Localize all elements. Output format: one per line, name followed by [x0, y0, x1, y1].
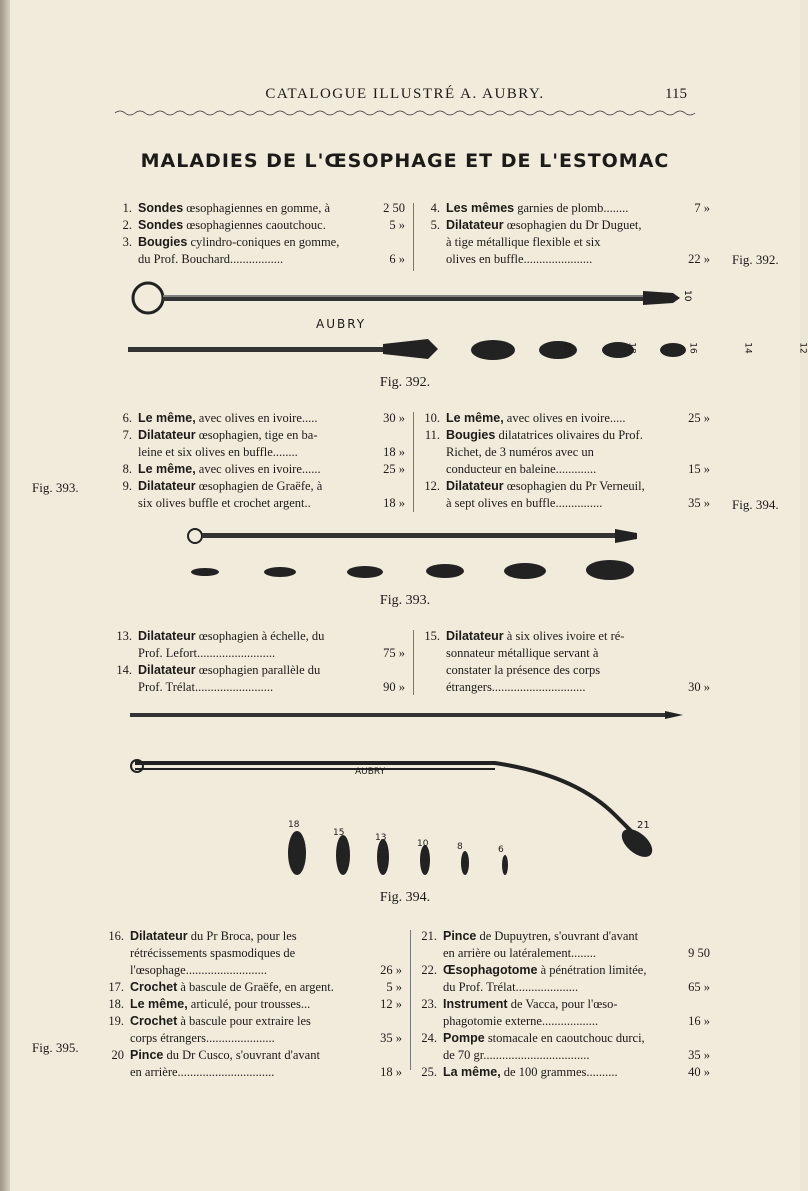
entry-description: étrangers..............................	[446, 680, 586, 694]
entry-price: 90 »	[383, 680, 405, 694]
entry-price: 26 »	[380, 963, 402, 977]
fig-392-size-label: 14	[742, 342, 753, 354]
entry-keyword: Bougies	[138, 235, 188, 249]
catalogue-entry-line	[418, 444, 710, 461]
catalogue-entry-line	[415, 1064, 710, 1081]
catalogue-entry-line	[110, 662, 405, 679]
catalogue-entry-line	[102, 1030, 402, 1047]
entry-price: 35 »	[688, 1048, 710, 1062]
fig-394-illustration	[125, 705, 685, 885]
entry-description: constater la présence des corps	[446, 663, 601, 677]
catalogue-entry-line	[102, 979, 402, 996]
entry-number: 7.	[122, 428, 132, 442]
catalogue-entry-line	[110, 628, 405, 645]
entry-description: du Prof. Trélat....................	[443, 980, 579, 994]
entry-keyword: La même,	[443, 1065, 501, 1079]
entry-keyword: Dilatateur	[138, 663, 196, 677]
fig-394-tip-label: 21	[637, 820, 650, 831]
entry-keyword: Le même,	[138, 462, 196, 476]
fig-392-side-label: Fig. 392.	[732, 252, 779, 267]
catalogue-entry-line	[418, 495, 710, 512]
entry-number: 9.	[122, 479, 132, 493]
fig-392-brand: AUBRY	[316, 317, 367, 331]
catalogue-entry-line	[110, 679, 405, 696]
catalogue-entry-line	[110, 200, 405, 217]
catalogue-entry-line	[110, 495, 405, 512]
catalogue-entry-line	[415, 979, 710, 996]
entry-keyword: Crochet	[130, 980, 178, 994]
entry-description: de 100 grammes..........	[500, 1065, 618, 1079]
entry-number: 23.	[421, 997, 437, 1011]
catalogue-entry-line	[110, 217, 405, 234]
entry-price: 35 »	[380, 1031, 402, 1045]
entry-price: 75 »	[383, 646, 405, 660]
entry-description: du Prof. Bouchard.................	[138, 252, 284, 266]
entry-price: 18 »	[383, 496, 405, 510]
column-brace	[413, 630, 414, 695]
entry-keyword: Crochet	[130, 1014, 178, 1028]
entry-number: 16.	[108, 929, 124, 943]
entry-number: 14.	[116, 663, 132, 677]
entry-keyword: Dilatateur	[130, 929, 188, 943]
catalogue-entry-line	[110, 478, 405, 495]
entry-description: œsophagien de Graëfe, à	[195, 479, 323, 493]
column-brace	[410, 930, 411, 1070]
entry-number: 11.	[424, 428, 440, 442]
entry-description: sonnateur métallique servant à	[446, 646, 599, 660]
entry-price: 2 50	[383, 201, 405, 215]
entry-keyword: Bougies	[446, 428, 496, 442]
catalogue-entry-line	[418, 410, 710, 427]
entry-description: corps étrangers......................	[130, 1031, 275, 1045]
entry-number: 4.	[430, 201, 440, 215]
book-spine	[0, 0, 10, 1191]
entry-number: 24.	[421, 1031, 437, 1045]
entry-number: 21.	[421, 929, 437, 943]
catalogue-entry-line	[418, 427, 710, 444]
entry-description: rétrécissements spasmodiques de	[130, 946, 296, 960]
entry-description: l'œsophage..........................	[130, 963, 267, 977]
running-header: CATALOGUE ILLUSTRÉ A. AUBRY.	[265, 86, 545, 102]
column-brace	[413, 412, 414, 512]
entry-description: dilatatrices olivaires du Prof.	[495, 428, 643, 442]
fig-392-size-label: 20	[561, 342, 572, 354]
entry-description: œsophagien du Dr Duguet,	[503, 218, 642, 232]
fig-395-side-label: Fig. 395.	[32, 1040, 79, 1055]
catalogue-entry-line	[418, 200, 710, 217]
entry-description: en arrière...............................	[130, 1065, 275, 1079]
fig-394-side-label: Fig. 394.	[732, 497, 779, 512]
fig-392-size-label: 10	[682, 290, 692, 302]
entry-description: à bascule de Graëfe, en argent.	[177, 980, 334, 994]
entry-price: 5 »	[389, 218, 405, 232]
entry-description: Prof. Lefort.........................	[138, 646, 276, 660]
catalogue-entry-line	[415, 1047, 710, 1064]
entry-keyword: Sondes	[138, 201, 184, 215]
entry-description: à tige métallique flexible et six	[446, 235, 601, 249]
entry-description: œsophagien, tige en ba-	[195, 428, 318, 442]
fig-394-size-label: 13	[375, 833, 387, 843]
entry-number: 2.	[122, 218, 132, 232]
entry-number: 10.	[424, 411, 440, 425]
entry-price: 40 »	[688, 1065, 710, 1079]
fig-394-size-label: 8	[457, 842, 463, 852]
entry-price: 6 »	[389, 252, 405, 266]
catalogue-entry-line	[102, 1064, 402, 1081]
entry-keyword: Dilatateur	[446, 479, 504, 493]
entry-description: œsophagien à échelle, du	[195, 629, 325, 643]
entry-number: 13.	[116, 629, 132, 643]
fig-394-size-label: 18	[288, 820, 300, 830]
entry-number: 1.	[122, 201, 132, 215]
entry-description: avec olives en ivoire......	[195, 462, 321, 476]
catalogue-entry-line	[418, 217, 710, 234]
catalogue-entry-line	[415, 996, 710, 1013]
entry-keyword: Dilatateur	[446, 629, 504, 643]
catalogue-entry-line	[110, 234, 405, 251]
entry-price: 16 »	[688, 1014, 710, 1028]
catalogue-entry-line	[418, 662, 710, 679]
entry-price: 30 »	[383, 411, 405, 425]
entry-number: 20	[111, 1048, 124, 1062]
entry-price: 7 »	[694, 201, 710, 215]
entry-price: 15 »	[688, 462, 710, 476]
entry-description: à pénétration limitée,	[537, 963, 647, 977]
entry-keyword: Dilatateur	[138, 629, 196, 643]
entry-price: 30 »	[688, 680, 710, 694]
entry-number: 12.	[424, 479, 440, 493]
catalogue-entry-line	[415, 928, 710, 945]
fig-392-size-label: 16	[687, 342, 698, 354]
entry-number: 25.	[421, 1065, 437, 1079]
entry-price: 18 »	[383, 445, 405, 459]
fig-393-illustration	[175, 525, 645, 590]
entry-description: avec olives en ivoire.....	[195, 411, 318, 425]
entry-description: cylindro-coniques en gomme,	[187, 235, 340, 249]
fig-394-brand: AUBRY	[355, 767, 386, 777]
entry-keyword: Œsophagotome	[443, 963, 538, 977]
catalogue-entry-line	[102, 928, 402, 945]
entry-description: stomacale en caoutchouc durci,	[484, 1031, 645, 1045]
entry-keyword: Dilatateur	[446, 218, 504, 232]
entry-number: 5.	[430, 218, 440, 232]
catalogue-entry-line	[110, 461, 405, 478]
entry-price: 22 »	[688, 252, 710, 266]
fig-394-caption: Fig. 394.	[379, 890, 431, 905]
catalogue-entry-line	[102, 962, 402, 979]
entry-description: à six olives ivoire et ré-	[503, 629, 625, 643]
entry-number: 18.	[108, 997, 124, 1011]
entry-description: phagotomie externe..................	[443, 1014, 599, 1028]
entry-number: 6.	[122, 411, 132, 425]
fig-392-size-label: 12	[797, 342, 808, 354]
entry-keyword: Dilatateur	[138, 479, 196, 493]
entry-number: 17.	[108, 980, 124, 994]
catalogue-entry-line	[415, 1030, 710, 1047]
fig-394-size-label: 15	[333, 828, 345, 838]
catalogue-entry-line	[418, 461, 710, 478]
entry-description: à bascule pour extraire les	[177, 1014, 311, 1028]
catalogue-entry-line	[110, 645, 405, 662]
catalogue-entry-line	[110, 410, 405, 427]
entry-description: garnies de plomb........	[514, 201, 629, 215]
fig-393-caption: Fig. 393.	[379, 593, 431, 608]
page-number: 115	[665, 86, 687, 102]
entry-keyword: Le même,	[130, 997, 188, 1011]
entry-description: avec olives en ivoire.....	[503, 411, 626, 425]
catalogue-entry-line	[418, 645, 710, 662]
entry-number: 15.	[424, 629, 440, 643]
entry-price: 12 »	[380, 997, 402, 1011]
entry-price: 18 »	[380, 1065, 402, 1079]
entry-description: Richet, de 3 numéros avec un	[446, 445, 594, 459]
entry-number: 22.	[421, 963, 437, 977]
entry-description: œsophagien du Pr Verneuil,	[503, 479, 645, 493]
entry-keyword: Le même,	[138, 411, 196, 425]
entry-description: articulé, pour trousses...	[187, 997, 311, 1011]
catalogue-page	[10, 0, 808, 1191]
entry-description: Prof. Trélat.........................	[138, 680, 274, 694]
entry-description: leine et six olives en buffle........	[138, 445, 298, 459]
entry-keyword: Pince	[443, 929, 477, 943]
catalogue-entry-line	[415, 945, 710, 962]
column-brace	[413, 203, 414, 271]
catalogue-entry-line	[110, 427, 405, 444]
entry-keyword: Pompe	[443, 1031, 485, 1045]
catalogue-entry-line	[418, 234, 710, 251]
entry-description: conducteur en baleine.............	[446, 462, 597, 476]
entry-price: 65 »	[688, 980, 710, 994]
catalogue-entry-line	[102, 1047, 402, 1064]
catalogue-entry-line	[110, 251, 405, 268]
fig-394-size-label: 10	[417, 839, 429, 849]
fig-392-size-label: 18	[626, 342, 637, 354]
entry-description: de Dupuytren, s'ouvrant d'avant	[476, 929, 639, 943]
fig-392-caption: Fig. 392.	[379, 375, 431, 390]
section-title: MALADIES DE L'ŒSOPHAGE ET DE L'ESTOMAC	[140, 150, 670, 172]
entry-keyword: Dilatateur	[138, 428, 196, 442]
entry-price: 25 »	[688, 411, 710, 425]
entry-keyword: Les mêmes	[446, 201, 515, 215]
entry-description: de Vacca, pour l'œso-	[507, 997, 618, 1011]
catalogue-entry-line	[415, 1013, 710, 1030]
entry-description: à sept olives en buffle...............	[446, 496, 603, 510]
entry-price: 5 »	[386, 980, 402, 994]
entry-description: œsophagiennes caoutchouc.	[183, 218, 326, 232]
entry-keyword: Instrument	[443, 997, 508, 1011]
entry-description: œsophagiennes en gomme, à	[183, 201, 330, 215]
entry-description: du Dr Cusco, s'ouvrant d'avant	[163, 1048, 320, 1062]
catalogue-entry-line	[415, 962, 710, 979]
fig-392-illustration	[128, 276, 698, 376]
fig-393-side-label: Fig. 393.	[32, 480, 79, 495]
entry-keyword: Pince	[130, 1048, 164, 1062]
catalogue-entry-line	[110, 444, 405, 461]
entry-price: 9 50	[688, 946, 710, 960]
entry-keyword: Le même,	[446, 411, 504, 425]
catalogue-entry-line	[102, 1013, 402, 1030]
fig-394-size-label: 6	[498, 845, 504, 855]
entry-description: olives en buffle......................	[446, 252, 593, 266]
catalogue-entry-line	[418, 628, 710, 645]
catalogue-entry-line	[418, 679, 710, 696]
entry-keyword: Sondes	[138, 218, 184, 232]
entry-description: six olives buffle et crochet argent..	[138, 496, 311, 510]
entry-number: 8.	[122, 462, 132, 476]
header-rule	[115, 108, 695, 118]
catalogue-entry-line	[102, 945, 402, 962]
entry-price: 25 »	[383, 462, 405, 476]
entry-description: en arrière ou latéralement........	[443, 946, 597, 960]
catalogue-entry-line	[102, 996, 402, 1013]
entry-description: de 70 gr..................................	[443, 1048, 590, 1062]
catalogue-entry-line	[418, 478, 710, 495]
entry-description: œsophagien parallèle du	[195, 663, 321, 677]
catalogue-entry-line	[418, 251, 710, 268]
entry-price: 35 »	[688, 496, 710, 510]
entry-number: 19.	[108, 1014, 124, 1028]
entry-description: du Pr Broca, pour les	[187, 929, 297, 943]
entry-number: 3.	[122, 235, 132, 249]
